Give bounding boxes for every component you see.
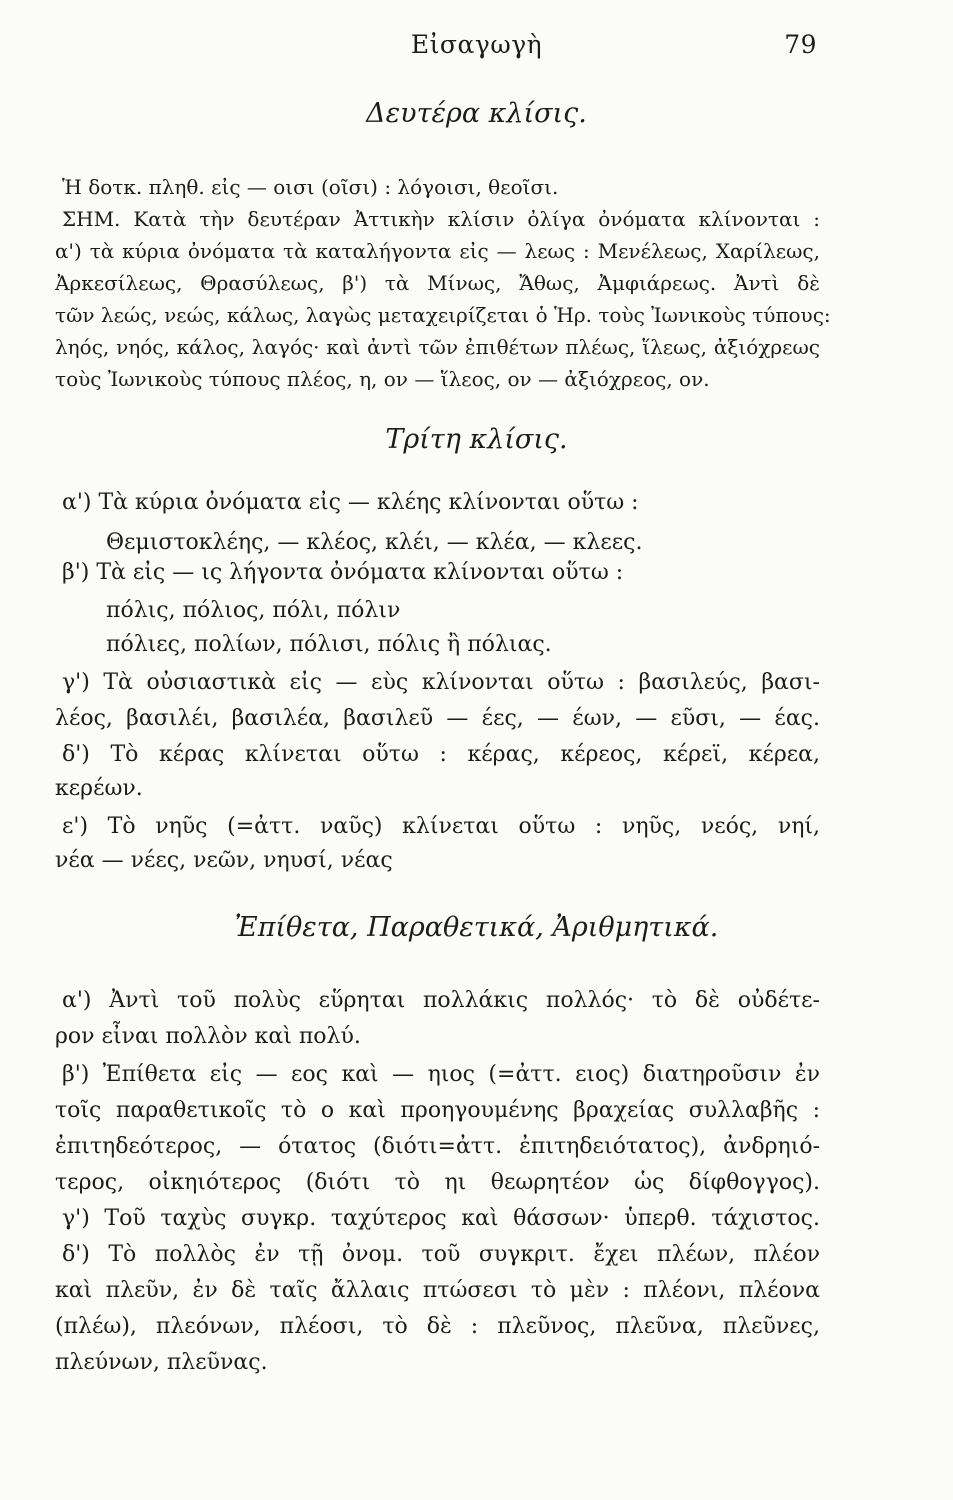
text-line: ρον εἶναι πολλὸν καὶ πολύ. [55,1024,361,1049]
text-line: β') Ἐπίθετα εἰς — εος καὶ — ηιος (=ἀττ. ειος) διατηροῦσιν ἐν [62,1062,820,1087]
text-line: Ἡ δοτκ. πληθ. εἰς — οισι (οῖσι) : λόγοισι, θεοῖσι. [62,175,559,199]
text-line: λέος, βασιλέι, βασιλέα, βασιλεῦ — έες, — έων, — εῦσι, — έας. [55,706,820,731]
text-line: ἐπιτηδεότερος, — ότατος (διότι=ἀττ. ἐπιτηδειότατος), ἀνδρηιό- [55,1134,820,1159]
text-line: τοῖς παραθετικοῖς τὸ ο καὶ προηγουμένης βραχείας συλλαβῆς : [55,1098,820,1123]
running-header-title: Εἰσαγωγὴ [410,30,543,59]
text-line: ε') Τὸ νηῦς (=ἀττ. ναῦς) κλίνεται οὕτω : νηῦς, νεός, νηί, [62,814,820,839]
text-line: α') τὰ κύρια ὀνόματα τὰ καταλήγοντα εἰς — λεως : Μενέλεως, Χαρίλεως, [55,239,820,263]
section-heading-third-declension: Τρίτη κλίσις. [385,424,568,455]
text-line: πόλις, πόλιος, πόλι, πόλιν [106,598,401,623]
text-line: τερος, οἰκηιότερος (διότι τὸ ηι θεωρητέον ὡς δίφθογγος). [55,1170,820,1195]
text-line: τοὺς Ἰωνικοὺς τύπους πλέος, η, ον — ἵλεος, ον — ἀξιόχρεος, ον. [55,367,710,391]
text-line: Θεμιστοκλέης, — κλέος, κλέι, — κλέα, — κλεες. [106,530,643,555]
text-line: δ') Τὸ κέρας κλίνεται οὕτω : κέρας, κέρεος, κέρεϊ, κέρεα, [62,742,820,767]
text-line: Ἀρκεσίλεως, Θρασύλεως, β') τὰ Μίνως, Ἄθως, Ἀμφιάρεως. Ἀντὶ δὲ [55,271,820,295]
text-line: τῶν λεώς, νεώς, κάλως, λαγὼς μεταχειρίζεται ὁ Ἡρ. τοὺς Ἰωνικοὺς τύπους: [55,303,831,327]
text-line: δ') Τὸ πολλὸς ἐν τῇ ὀνομ. τοῦ συγκριτ. ἔχει πλέων, πλέον [62,1242,820,1267]
text-line: καὶ πλεῦν, ἐν δὲ ταῖς ἄλλαις πτώσεσι τὸ μὲν : πλέονι, πλέονα [55,1278,820,1303]
page-number: 79 [784,30,817,59]
text-line: (πλέω), πλεόνων, πλέοσι, τὸ δὲ : πλεῦνος, πλεῦνα, πλεῦνες, [55,1314,820,1339]
text-line: ΣΗΜ. Κατὰ τὴν δευτέραν Ἀττικὴν κλίσιν ὀλίγα ὀνόματα κλίνονται : [62,207,820,231]
text-line: πλεύνων, πλεῦνας. [55,1350,268,1375]
text-line: νέα — νέες, νεῶν, νηυσί, νέας [55,848,393,873]
text-line: ληός, νηός, κάλος, λαγός· καὶ ἀντὶ τῶν ἐπιθέτων πλέως, ἵλεως, ἀξιόχρεως [55,335,820,359]
text-line: γ') Τὰ οὐσιαστικὰ εἰς — εὺς κλίνονται οὕτω : βασιλεύς, βασι- [62,670,820,695]
text-line: α') Τὰ κύρια ὀνόματα εἰς — κλέης κλίνονται οὕτω : [62,490,639,515]
text-line: κερέων. [55,776,143,801]
text-line: α') Ἀντὶ τοῦ πολὺς εὕρηται πολλάκις πολλός· τὸ δὲ οὐδέτε- [62,988,820,1013]
section-heading-adjectives: Ἐπίθετα, Παραθετικά, Ἀριθμητικά. [234,912,719,943]
section-heading-second-declension: Δευτέρα κλίσις. [366,98,587,129]
text-line: β') Τὰ εἰς — ις λήγοντα ὀνόματα κλίνονται οὕτω : [62,560,624,585]
text-line: πόλιες, πολίων, πόλισι, πόλις ἢ πόλιας. [106,632,552,657]
text-line: γ') Τοῦ ταχὺς συγκρ. ταχύτερος καὶ θάσσων· ὑπερθ. τάχιστος. [62,1206,820,1231]
